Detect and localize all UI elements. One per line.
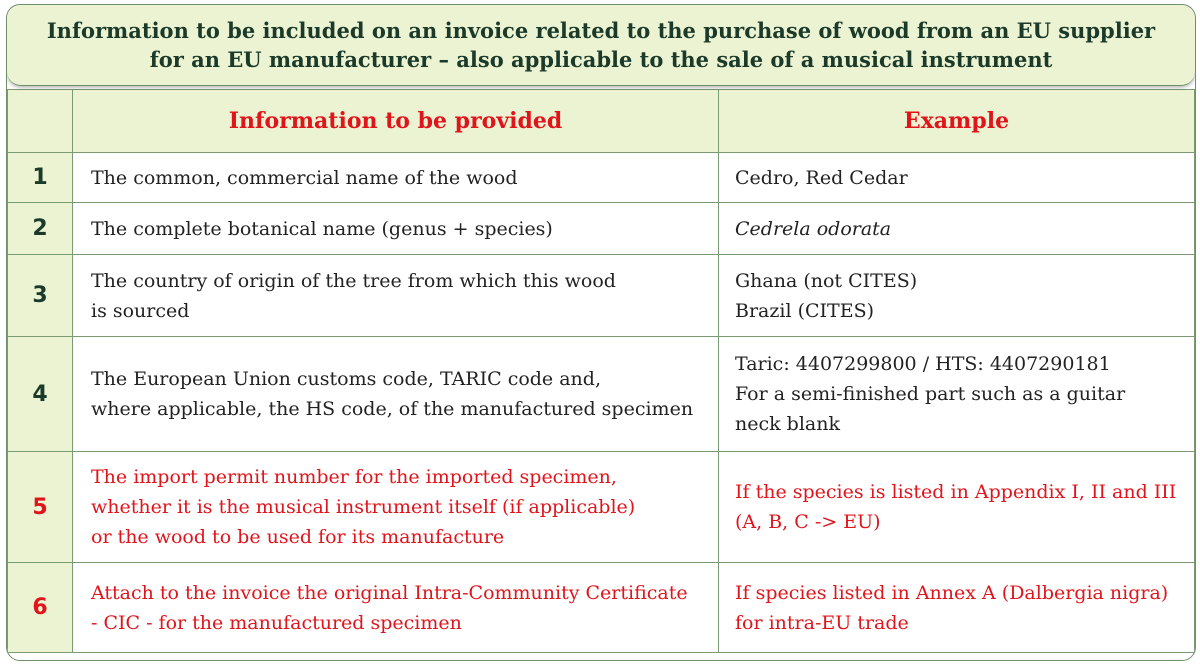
example-text: Taric: 4407299800 / HTS: 4407290181 <box>735 353 1111 375</box>
info-text: or the wood to be used for its manufacture <box>91 526 505 548</box>
title-box <box>7 5 1195 86</box>
title-line-1: Information to be included on an invoice related to the purchase of wood from an EU supplier <box>46 18 1156 43</box>
row-number: 3 <box>8 255 73 337</box>
info-cell <box>73 203 719 255</box>
example-text: for intra-EU trade <box>735 611 909 634</box>
info-header-label: Information to be provided <box>228 108 563 134</box>
info-text: The European Union customs code, TARIC code and, <box>91 368 601 390</box>
table-row <box>8 337 1195 452</box>
example-text: Brazil (CITES) <box>735 299 875 322</box>
example-text: If species listed in Annex A (Dalbergia nigra) <box>735 581 1169 604</box>
row-number: 5 <box>8 452 73 563</box>
row-number: 4 <box>8 337 73 452</box>
title-line-2: for an EU manufacturer – also applicable to the sale of a musical instrument <box>149 47 1053 72</box>
example-header-label: Example <box>903 108 1010 134</box>
info-cell <box>73 153 719 203</box>
example-text: (A, B, C -> EU) <box>735 511 881 533</box>
example-cell <box>719 452 1195 563</box>
table-row <box>8 203 1195 255</box>
info-cell <box>73 563 719 653</box>
table-row <box>8 255 1195 337</box>
table-header-row <box>8 90 1195 153</box>
example-text: Ghana (not CITES) <box>735 269 918 292</box>
info-text: - CIC - for the manufactured specimen <box>91 611 462 634</box>
example-text: If the species is listed in Appendix I, II and III <box>735 481 1177 503</box>
row-number: 1 <box>8 153 73 203</box>
invoice-requirements-table <box>7 89 1195 653</box>
info-text: The import permit number for the imported specimen, <box>91 466 617 488</box>
table-row <box>8 563 1195 653</box>
example-text: neck blank <box>735 413 840 435</box>
example-cell <box>719 153 1195 203</box>
info-text: whether it is the musical instrument itself (if applicable) <box>91 496 636 518</box>
info-cell <box>73 452 719 563</box>
number-column-header <box>8 90 73 153</box>
example-cell <box>719 255 1195 337</box>
example-text: For a semi-finished part such as a guitar <box>735 383 1126 405</box>
info-cell <box>73 255 719 337</box>
info-text: Attach to the invoice the original Intra-Community Certificate <box>91 581 688 604</box>
info-column-header <box>73 90 719 153</box>
info-text: is sourced <box>91 299 190 322</box>
info-text: where applicable, the HS code, of the manufactured specimen <box>91 398 694 420</box>
table-row <box>8 452 1195 563</box>
info-text: The complete botanical name (genus + species) <box>91 217 553 240</box>
example-cell <box>719 563 1195 653</box>
row-number: 6 <box>8 563 73 653</box>
example-text: Cedro, Red Cedar <box>735 166 908 189</box>
info-cell <box>73 337 719 452</box>
example-column-header <box>719 90 1195 153</box>
row-number: 2 <box>8 203 73 255</box>
info-text: The country of origin of the tree from which this wood <box>91 269 616 292</box>
table-row <box>8 153 1195 203</box>
invoice-info-panel <box>6 4 1196 661</box>
example-text-italic: Cedrela odorata <box>735 217 892 240</box>
info-text: The common, commercial name of the wood <box>91 166 518 189</box>
example-cell <box>719 203 1195 255</box>
example-cell <box>719 337 1195 452</box>
